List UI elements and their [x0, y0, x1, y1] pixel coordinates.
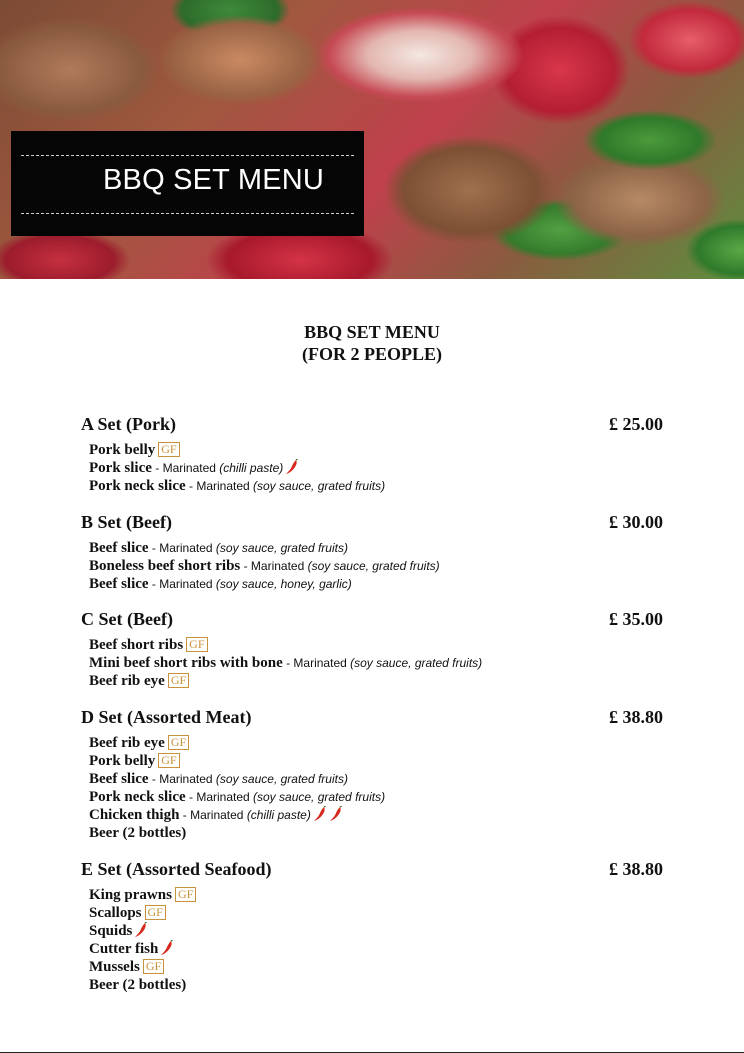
menu-item [89, 824, 671, 842]
item-note: - Marinated (soy sauce, grated fruits) [185, 479, 386, 493]
hero-title-banner [11, 131, 364, 236]
item-name: Pork belly [89, 753, 156, 769]
item-name: Beef short ribs [89, 637, 184, 653]
menu-item [89, 770, 671, 788]
item-name: Beer (2 bottles) [89, 977, 187, 993]
menu-heading [0, 321, 744, 365]
item-name: Beef slice [89, 540, 149, 556]
menu-item [89, 441, 671, 459]
menu-item [89, 752, 671, 770]
set-items [81, 734, 671, 842]
set-c [81, 608, 671, 690]
hero-meat-image [0, 0, 744, 279]
item-note: - Marinated (chilli paste) [179, 808, 311, 822]
item-name: Chicken thigh [89, 807, 180, 823]
dotted-divider [21, 213, 354, 214]
menu-heading-title: BBQ SET MENU [304, 322, 440, 342]
gluten-free-badge: GF [168, 673, 189, 688]
item-name: Beer (2 bottles) [89, 825, 187, 841]
item-name: Beef slice [89, 771, 149, 787]
menu-item [89, 636, 671, 654]
hero-title: BBQ SET MENU [103, 164, 325, 196]
item-note: - Marinated (chilli paste) [151, 461, 284, 475]
set-price: £ 25.00 [609, 414, 663, 434]
item-name: Beef rib eye [89, 735, 165, 751]
set-name: C Set (Beef) [81, 609, 173, 629]
set-items [81, 539, 671, 593]
item-name: Beef slice [89, 576, 149, 592]
gluten-free-badge: GF [186, 637, 207, 652]
set-items [81, 886, 671, 994]
item-note: - Marinated (soy sauce, honey, garlic) [148, 577, 352, 591]
gluten-free-badge: GF [145, 905, 166, 920]
chilli-pepper-icon [313, 806, 327, 822]
item-note: - Marinated (soy sauce, grated fruits) [148, 772, 348, 786]
set-name: E Set (Assorted Seafood) [81, 859, 272, 879]
chilli-pepper-icon [329, 806, 343, 822]
gluten-free-badge: GF [168, 735, 189, 750]
set-price: £ 35.00 [609, 609, 663, 629]
item-note: - Marinated (soy sauce, grated fruits) [240, 559, 440, 573]
menu-item [89, 788, 671, 806]
gluten-free-badge: GF [175, 887, 196, 902]
set-items [81, 636, 671, 690]
gluten-free-badge: GF [158, 753, 179, 768]
item-name: Mussels [89, 959, 140, 975]
chilli-pepper-icon [285, 459, 299, 475]
set-price: £ 38.80 [609, 859, 663, 879]
menu-item [89, 557, 671, 575]
item-name: Scallops [89, 905, 142, 921]
set-a [81, 413, 671, 495]
menu-item [89, 539, 671, 557]
menu-item [89, 976, 671, 994]
menu-item [89, 806, 671, 824]
item-name: Mini beef short ribs with bone [89, 655, 283, 671]
menu-item [89, 575, 671, 593]
menu-item [89, 672, 671, 690]
item-note: - Marinated (soy sauce, grated fruits) [185, 790, 386, 804]
menu-item [89, 904, 671, 922]
set-b [81, 511, 671, 593]
item-name: Squids [89, 923, 133, 939]
set-name: B Set (Beef) [81, 512, 172, 532]
set-items [81, 441, 671, 495]
item-name: Pork neck slice [89, 478, 186, 494]
set-name: A Set (Pork) [81, 414, 176, 434]
item-name: Pork neck slice [89, 789, 186, 805]
menu-item [89, 940, 671, 958]
set-name: D Set (Assorted Meat) [81, 707, 252, 727]
set-price: £ 38.80 [609, 707, 663, 727]
menu-item [89, 459, 671, 477]
menu-item [89, 922, 671, 940]
item-note: - Marinated (soy sauce, grated fruits) [148, 541, 348, 555]
menu-item [89, 886, 671, 904]
menu-heading-subtitle: (FOR 2 PEOPLE) [302, 344, 442, 364]
item-name: Pork belly [89, 442, 156, 458]
item-name: Beef rib eye [89, 673, 165, 689]
set-e [81, 858, 671, 994]
item-name: King prawns [89, 887, 172, 903]
menu-item [89, 477, 671, 495]
item-note: - Marinated (soy sauce, grated fruits) [282, 656, 483, 670]
item-name: Cutter fish [89, 941, 159, 957]
gluten-free-badge: GF [158, 442, 179, 457]
set-price: £ 30.00 [609, 512, 663, 532]
dotted-divider [21, 155, 354, 156]
item-name: Boneless beef short ribs [89, 558, 241, 574]
menu-item [89, 734, 671, 752]
chilli-pepper-icon [134, 922, 148, 938]
menu-item [89, 654, 671, 672]
item-name: Pork slice [89, 460, 152, 476]
menu-item [89, 958, 671, 976]
gluten-free-badge: GF [143, 959, 164, 974]
chilli-pepper-icon [160, 940, 174, 956]
set-d [81, 706, 671, 842]
